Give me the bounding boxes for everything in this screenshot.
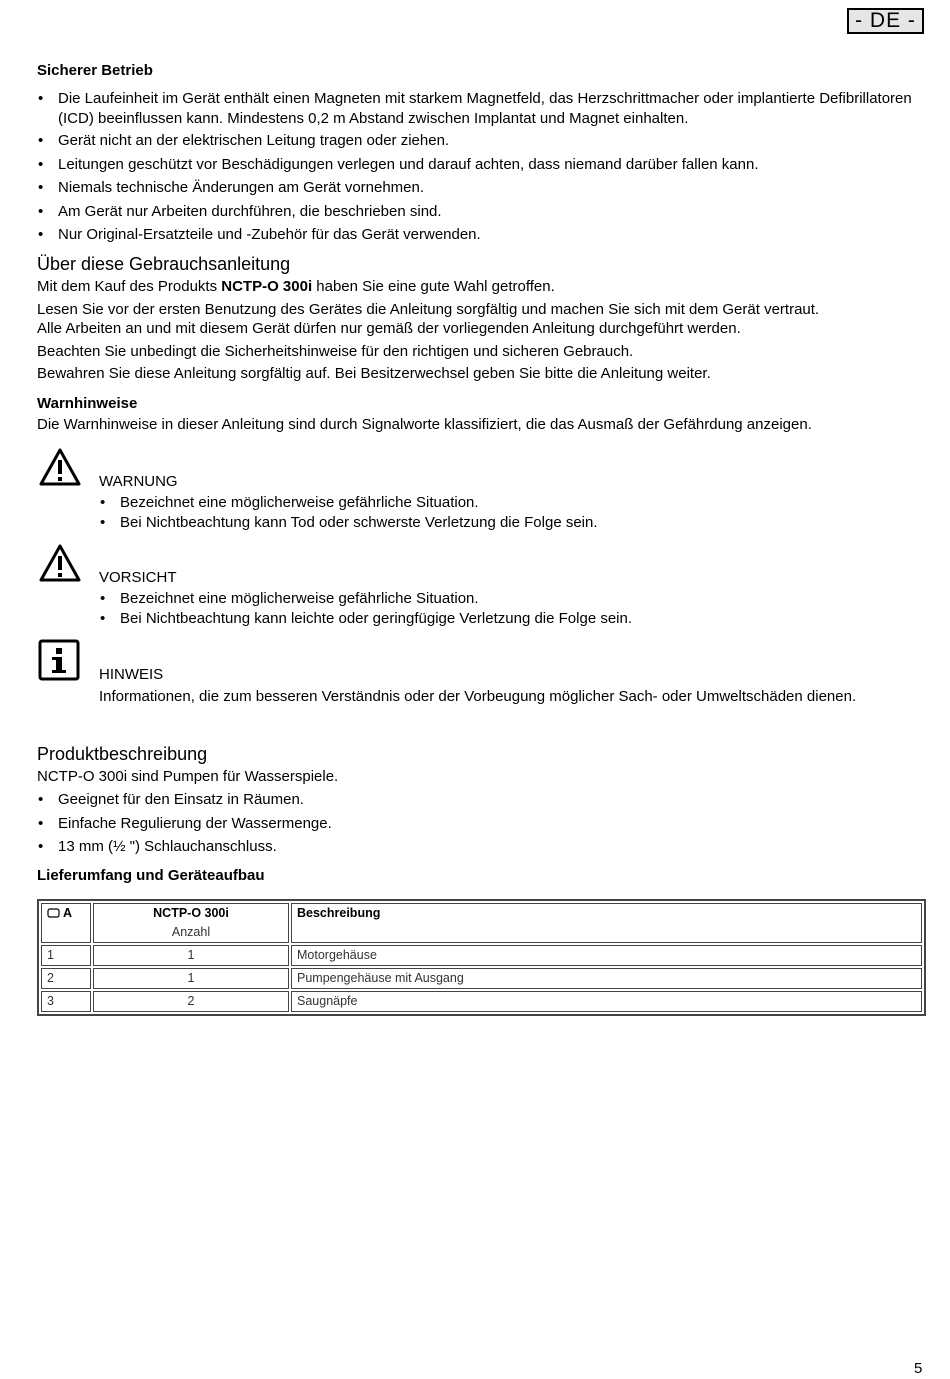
table-row — [41, 945, 922, 966]
safe-operation-heading: Sicherer Betrieb — [37, 62, 153, 79]
table-cell-quantity: 2 — [93, 991, 289, 1012]
info-icon — [38, 639, 80, 681]
table-cell-position: 1 — [41, 945, 91, 966]
table-cell-description: Pumpengehäuse mit Ausgang — [291, 968, 922, 989]
about-line-2: Lesen Sie vor der ersten Benutzung des Gerätes die Anleitung sorgfältig und machen Sie sich mit dem Gerät vertraut. — [37, 300, 820, 318]
hinweis-text: Informationen, die zum besseren Verständnis oder der Vorbeugung möglicher Sach- oder Umweltschäden dienen. — [99, 688, 857, 705]
product-intro: NCTP-O 300i sind Pumpen für Wasserspiele. — [37, 768, 339, 785]
warnung-title: WARNUNG — [99, 473, 178, 490]
table-header-description: Beschreibung — [291, 903, 922, 943]
table-row — [41, 968, 922, 989]
list-item: • Niemals technische Änderungen am Gerät vornehmen. — [37, 178, 927, 198]
vorsicht-list — [99, 589, 919, 628]
list-item: • Bezeichnet eine möglicherweise gefährliche Situation. — [99, 493, 919, 513]
list-item: • 13 mm (½ ") Schlauchanschluss. — [37, 837, 927, 857]
vorsicht-title: VORSICHT — [99, 569, 177, 586]
table-cell-quantity: 1 — [93, 968, 289, 989]
table-header-quantity: NCTP-O 300i Anzahl — [93, 903, 289, 943]
table-cell-position: 3 — [41, 991, 91, 1012]
table-header-position: A — [41, 903, 91, 943]
list-item: • Bei Nichtbeachtung kann leichte oder geringfügige Verletzung die Folge sein. — [99, 609, 919, 629]
table-header-quantity-sub: Anzahl — [171, 925, 211, 940]
language-badge: - DE - — [847, 8, 924, 34]
list-item: • Die Laufeinheit im Gerät enthält einen Magneten mit starkem Magnetfeld, das Herzschrittmacher oder implantierte Defibrillatoren (ICD) beeinflussen kann. Mindestens 0,2 m Abstand zwischen Implantat und Magnet einhalten. — [37, 89, 927, 128]
list-item: • Am Gerät nur Arbeiten durchführen, die beschrieben sind. — [37, 202, 927, 222]
warnung-list — [99, 493, 919, 532]
product-list — [37, 790, 927, 857]
about-line-1: Mit dem Kauf des Produkts NCTP-O 300i haben Sie eine gute Wahl getroffen. — [37, 278, 555, 295]
about-line-3: Alle Arbeiten an und mit diesem Gerät dürfen nur gemäß der vorliegenden Anleitung durchgeführt werden. — [37, 320, 741, 337]
product-heading: Produktbeschreibung — [37, 744, 208, 764]
supply-heading: Lieferumfang und Geräteaufbau — [37, 867, 265, 884]
list-item: • Nur Original-Ersatzteile und -Zubehör für das Gerät verwenden. — [37, 225, 927, 245]
caution-triangle-icon — [38, 543, 82, 583]
list-item: • Bezeichnet eine möglicherweise gefährliche Situation. — [99, 589, 919, 609]
table-cell-position: 2 — [41, 968, 91, 989]
page-number: 5 — [914, 1360, 923, 1377]
about-line-4: Beachten Sie unbedingt die Sicherheitshinweise für den richtigen und sicheren Gebrauch. — [37, 342, 634, 360]
list-item: • Leitungen geschützt vor Beschädigungen verlegen und darauf achten, dass niemand darüber fallen kann. — [37, 155, 927, 175]
list-item: • Einfache Regulierung der Wassermenge. — [37, 814, 927, 834]
safe-operation-list — [37, 89, 927, 245]
about-line-5: Bewahren Sie diese Anleitung sorgfältig auf. Bei Besitzerwechsel geben Sie bitte die Anleitung weiter. — [37, 365, 711, 382]
list-item: • Bei Nichtbeachtung kann Tod oder schwerste Verletzung die Folge sein. — [99, 513, 919, 533]
product-name: NCTP-O 300i — [221, 278, 313, 295]
warnings-intro: Die Warnhinweise in dieser Anleitung sind durch Signalworte klassifiziert, die das Ausmaß der Gefährdung anzeigen. — [37, 416, 812, 433]
table-cell-description: Saugnäpfe — [291, 991, 922, 1012]
warnings-heading: Warnhinweise — [37, 395, 138, 412]
about-section — [37, 277, 927, 384]
warning-triangle-icon — [38, 447, 82, 487]
table-cell-quantity: 1 — [93, 945, 289, 966]
table-header-row — [41, 903, 922, 943]
supply-table — [37, 899, 926, 1016]
table-cell-description: Motorgehäuse — [291, 945, 922, 966]
list-item: • Geeignet für den Einsatz in Räumen. — [37, 790, 927, 810]
list-item: • Gerät nicht an der elektrischen Leitung tragen oder ziehen. — [37, 131, 927, 151]
about-heading: Über diese Gebrauchsanleitung — [37, 254, 291, 274]
image-frame-icon — [47, 908, 60, 918]
hinweis-title: HINWEIS — [99, 666, 164, 683]
table-row — [41, 991, 922, 1012]
